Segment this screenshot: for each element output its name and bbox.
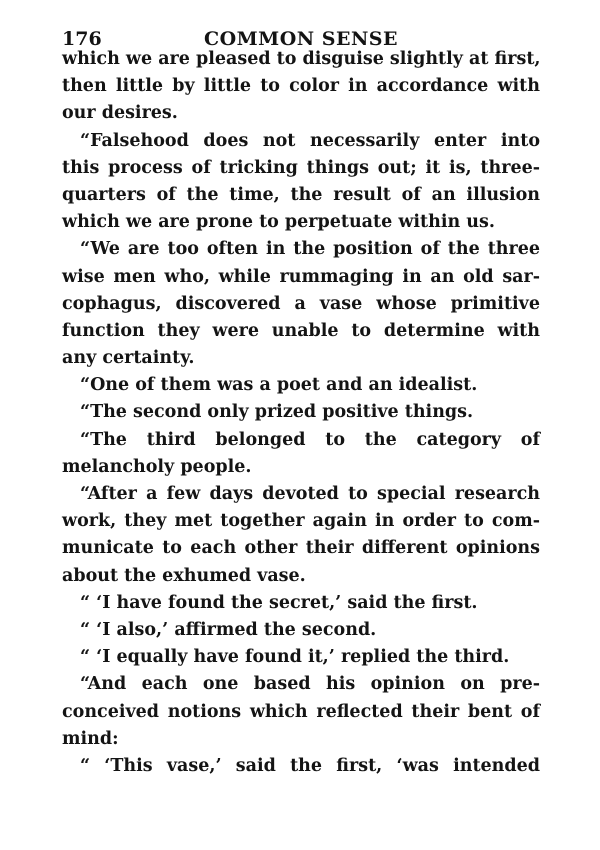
text-line: any certainty.	[62, 348, 195, 369]
text-line: “ ‘I have found the secret,’ said the first.	[80, 592, 478, 613]
text-line: our desires.	[62, 103, 178, 124]
text-line: melancholy people.	[62, 456, 252, 477]
text-line: work, they met together again in order to com-	[62, 511, 540, 532]
text-line: then little by little to color in accordance with	[62, 76, 540, 97]
text-line: conceived notions which reflected their bent of	[62, 701, 540, 722]
text-line: cophagus, discovered a vase whose primitive	[62, 293, 540, 314]
text-line: “ ‘This vase,’ said the first, ‘was intended	[80, 755, 540, 776]
text-line: “One of them was a poet and an idealist.	[80, 375, 478, 396]
text-line: function they were unable to determine with	[62, 320, 540, 341]
text-line: quarters of the time, the result of an illusion	[62, 184, 540, 205]
running-title: COMMON SENSE	[203, 28, 399, 50]
text-line: mind:	[62, 728, 119, 749]
text-line: “ ‘I equally have found it,’ replied the third.	[80, 647, 510, 668]
text-line: “After a few days devoted to special research	[80, 484, 540, 504]
text-line: “ ‘I also,’ affirmed the second.	[80, 619, 377, 640]
text-line: “And each one based his opinion on pre-	[80, 674, 540, 695]
text-line: which we are pleased to disguise slightly at first,	[62, 49, 541, 69]
page-body-text	[62, 46, 540, 780]
text-line: “Falsehood does not necessarily enter into	[80, 130, 540, 151]
text-line: which we are prone to perpetuate within us.	[62, 212, 495, 233]
text-line: “We are too often in the position of the three	[80, 239, 540, 260]
text-line: about the exhumed vase.	[62, 565, 306, 586]
text-line: “The second only prized positive things.	[80, 402, 474, 423]
text-line: wise men who, while rummaging in an old sar-	[62, 266, 540, 287]
text-line: “The third belonged to the category of	[80, 429, 540, 450]
page-number: 176	[62, 28, 102, 50]
text-line: this process of tricking things out; it is, three-	[62, 157, 540, 178]
text-line: municate to each other their different opinions	[62, 538, 540, 559]
